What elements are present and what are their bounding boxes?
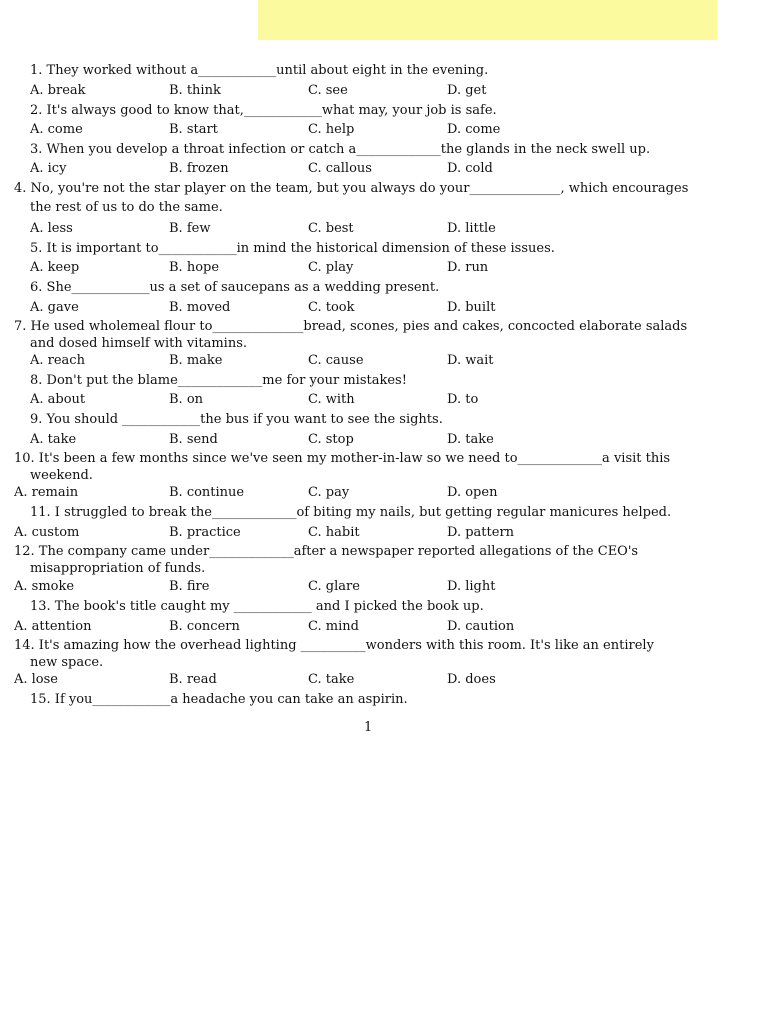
question-1-option-d: D. get (447, 83, 487, 98)
question-11-option-d: D. pattern (447, 525, 515, 540)
question-6-option-c: C. took (308, 300, 355, 315)
question-10-option-b: B. continue (169, 485, 245, 500)
question-12-text-continued: misappropriation of funds. (30, 561, 206, 576)
question-15-text: 15. If you____________a headache you can take an aspirin. (30, 692, 408, 707)
page-number: 1 (364, 720, 373, 735)
question-13-option-a: A. attention (14, 619, 92, 634)
question-5-option-c: C. play (308, 260, 354, 275)
question-4-option-b: B. few (169, 221, 211, 236)
question-3-text: 3. When you develop a throat infection or catch a_____________the glands in the neck swell up. (30, 142, 651, 157)
question-6-text: 6. She____________us a set of saucepans as a wedding present. (30, 280, 440, 295)
question-7-option-c: C. cause (308, 353, 364, 368)
question-7-option-a: A. reach (30, 353, 85, 368)
question-12-text: 12. The company came under_____________after a newspaper reported allegations of the CEO's (14, 544, 639, 559)
question-2-option-b: B. start (169, 122, 218, 137)
question-7-option-d: D. wait (447, 353, 494, 368)
question-10-option-d: D. open (447, 485, 498, 500)
question-13-option-c: C. mind (308, 619, 359, 634)
question-8-option-a: A. about (30, 392, 86, 407)
question-8-option-d: D. to (447, 392, 479, 407)
question-2-option-d: D. come (447, 122, 501, 137)
question-11-text: 11. I struggled to break the_____________of biting my nails, but getting regular manicures helped. (30, 505, 672, 520)
question-11-option-a: A. custom (14, 525, 80, 540)
question-1-text: 1. They worked without a____________until about eight in the evening. (30, 63, 489, 78)
question-8-option-b: B. on (169, 392, 204, 407)
question-6-option-d: D. built (447, 300, 496, 315)
question-14-option-c: C. take (308, 672, 355, 687)
question-8-text: 8. Don't put the blame_____________me for your mistakes! (30, 373, 407, 388)
question-9-text: 9. You should ____________the bus if you want to see the sights. (30, 412, 443, 427)
question-9-option-c: C. stop (308, 432, 354, 447)
question-9-option-d: D. take (447, 432, 494, 447)
question-11-option-c: C. habit (308, 525, 360, 540)
question-2-option-a: A. come (30, 122, 83, 137)
question-2-text: 2. It's always good to know that,____________what may, your job is safe. (30, 103, 497, 118)
question-14-option-d: D. does (447, 672, 496, 687)
question-9-option-a: A. take (30, 432, 77, 447)
question-3-option-c: C. callous (308, 161, 372, 176)
question-3-option-d: D. cold (447, 161, 493, 176)
question-5-text: 5. It is important to____________in mind the historical dimension of these issues. (30, 241, 555, 256)
question-11-option-b: B. practice (169, 525, 241, 540)
question-8-option-c: C. with (308, 392, 355, 407)
question-14-text: 14. It's amazing how the overhead lighting __________wonders with this room. It's like an entirely (14, 638, 654, 653)
question-5-option-d: D. run (447, 260, 489, 275)
question-2-option-c: C. help (308, 122, 355, 137)
question-10-text-continued: weekend. (30, 468, 93, 483)
question-1-option-a: A. break (30, 83, 86, 98)
question-3-option-b: B. frozen (169, 161, 229, 176)
question-14-option-b: B. read (169, 672, 217, 687)
question-4-option-a: A. less (30, 221, 73, 236)
question-4-option-c: C. best (308, 221, 354, 236)
question-1-option-c: C. see (308, 83, 348, 98)
question-10-text: 10. It's been a few months since we've seen my mother-in-law so we need to_____________a visit this (14, 451, 671, 466)
question-3-option-a: A. icy (30, 161, 67, 176)
question-13-option-d: D. caution (447, 619, 515, 634)
question-14-text-continued: new space. (30, 655, 104, 670)
question-12-option-b: B. fire (169, 579, 210, 594)
question-13-option-b: B. concern (169, 619, 240, 634)
question-10-option-a: A. remain (14, 485, 79, 500)
question-13-text: 13. The book's title caught my ____________ and I picked the book up. (30, 599, 484, 614)
question-5-option-a: A. keep (30, 260, 80, 275)
question-4-text-continued: the rest of us to do the same. (30, 200, 223, 215)
question-12-option-d: D. light (447, 579, 496, 594)
question-12-option-a: A. smoke (14, 579, 75, 594)
question-10-option-c: C. pay (308, 485, 350, 500)
question-12-option-c: C. glare (308, 579, 360, 594)
question-4-text: 4. No, you're not the star player on the team, but you always do your______________, which encourages (14, 181, 689, 196)
question-7-text: 7. He used wholemeal flour to______________bread, scones, pies and cakes, concocted elaborate salads (14, 319, 688, 334)
question-7-option-b: B. make (169, 353, 223, 368)
question-4-option-d: D. little (447, 221, 496, 236)
question-6-option-a: A. gave (30, 300, 79, 315)
question-5-option-b: B. hope (169, 260, 220, 275)
question-1-option-b: B. think (169, 83, 221, 98)
header-highlight-box (258, 0, 717, 40)
question-14-option-a: A. lose (14, 672, 59, 687)
question-6-option-b: B. moved (169, 300, 231, 315)
question-7-text-continued: and dosed himself with vitamins. (30, 336, 248, 351)
question-9-option-b: B. send (169, 432, 218, 447)
